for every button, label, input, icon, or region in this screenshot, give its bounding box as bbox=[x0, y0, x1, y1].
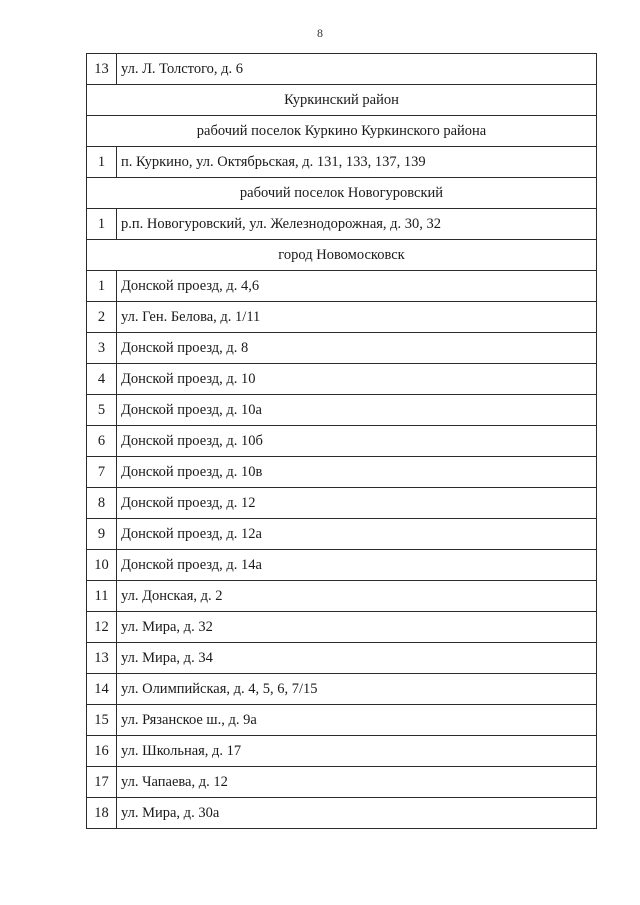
address-table-body bbox=[87, 54, 597, 829]
address-cell: ул. Мира, д. 34 bbox=[117, 643, 597, 674]
address-cell: Донской проезд, д. 10а bbox=[117, 395, 597, 426]
table-row bbox=[87, 147, 597, 178]
address-cell: п. Куркино, ул. Октябрьская, д. 131, 133, 137, 139 bbox=[117, 147, 597, 178]
row-number: 5 bbox=[87, 395, 117, 426]
section-header: Куркинский район bbox=[87, 85, 597, 116]
row-number: 3 bbox=[87, 333, 117, 364]
table-row bbox=[87, 705, 597, 736]
table-row bbox=[87, 798, 597, 829]
address-cell: Донской проезд, д. 12 bbox=[117, 488, 597, 519]
section-header: город Новомосковск bbox=[87, 240, 597, 271]
address-cell: Донской проезд, д. 4,6 bbox=[117, 271, 597, 302]
row-number: 11 bbox=[87, 581, 117, 612]
address-cell: ул. Школьная, д. 17 bbox=[117, 736, 597, 767]
address-cell: Донской проезд, д. 10 bbox=[117, 364, 597, 395]
page-number: 8 bbox=[317, 26, 323, 40]
table-row bbox=[87, 643, 597, 674]
table-row bbox=[87, 426, 597, 457]
row-number: 9 bbox=[87, 519, 117, 550]
section-header: рабочий поселок Куркино Куркинского района bbox=[87, 116, 597, 147]
section-header-row bbox=[87, 240, 597, 271]
row-number: 16 bbox=[87, 736, 117, 767]
table-row bbox=[87, 674, 597, 705]
table-row bbox=[87, 736, 597, 767]
table-row bbox=[87, 333, 597, 364]
row-number: 1 bbox=[87, 209, 117, 240]
table-row bbox=[87, 271, 597, 302]
row-number: 13 bbox=[87, 643, 117, 674]
address-cell: Донской проезд, д. 10б bbox=[117, 426, 597, 457]
row-number: 17 bbox=[87, 767, 117, 798]
table-row bbox=[87, 519, 597, 550]
table-row bbox=[87, 54, 597, 85]
address-cell: р.п. Новогуровский, ул. Железнодорожная, д. 30, 32 bbox=[117, 209, 597, 240]
table-row bbox=[87, 209, 597, 240]
table-row bbox=[87, 581, 597, 612]
section-header: рабочий поселок Новогуровский bbox=[87, 178, 597, 209]
address-cell: ул. Олимпийская, д. 4, 5, 6, 7/15 bbox=[117, 674, 597, 705]
address-cell: ул. Рязанское ш., д. 9а bbox=[117, 705, 597, 736]
address-cell: ул. Л. Толстого, д. 6 bbox=[117, 54, 597, 85]
row-number: 15 bbox=[87, 705, 117, 736]
row-number: 4 bbox=[87, 364, 117, 395]
section-header-row bbox=[87, 85, 597, 116]
section-header-row bbox=[87, 116, 597, 147]
row-number: 8 bbox=[87, 488, 117, 519]
row-number: 1 bbox=[87, 147, 117, 178]
address-cell: Донской проезд, д. 14а bbox=[117, 550, 597, 581]
table-row bbox=[87, 767, 597, 798]
row-number: 10 bbox=[87, 550, 117, 581]
row-number: 18 bbox=[87, 798, 117, 829]
table-row bbox=[87, 457, 597, 488]
address-cell: Донской проезд, д. 12а bbox=[117, 519, 597, 550]
address-cell: Донской проезд, д. 8 bbox=[117, 333, 597, 364]
section-header-row bbox=[87, 178, 597, 209]
row-number: 13 bbox=[87, 54, 117, 85]
address-table bbox=[86, 53, 597, 829]
row-number: 14 bbox=[87, 674, 117, 705]
table-row bbox=[87, 364, 597, 395]
table-row bbox=[87, 612, 597, 643]
row-number: 12 bbox=[87, 612, 117, 643]
table-row bbox=[87, 550, 597, 581]
table-row bbox=[87, 395, 597, 426]
address-cell: ул. Донская, д. 2 bbox=[117, 581, 597, 612]
address-cell: ул. Мира, д. 30а bbox=[117, 798, 597, 829]
row-number: 6 bbox=[87, 426, 117, 457]
table-row bbox=[87, 302, 597, 333]
table-row bbox=[87, 488, 597, 519]
row-number: 2 bbox=[87, 302, 117, 333]
address-cell: Донской проезд, д. 10в bbox=[117, 457, 597, 488]
row-number: 1 bbox=[87, 271, 117, 302]
address-cell: ул. Мира, д. 32 bbox=[117, 612, 597, 643]
address-cell: ул. Чапаева, д. 12 bbox=[117, 767, 597, 798]
address-cell: ул. Ген. Белова, д. 1/11 bbox=[117, 302, 597, 333]
row-number: 7 bbox=[87, 457, 117, 488]
